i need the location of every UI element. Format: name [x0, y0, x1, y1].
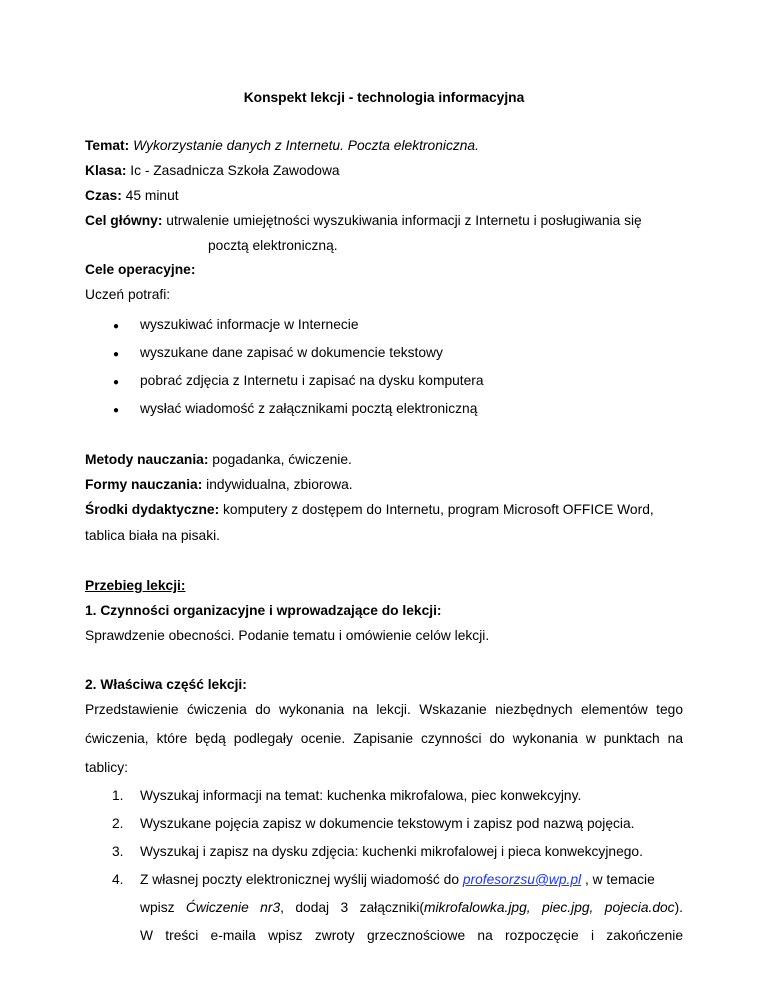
step4-text: wpisz: [140, 900, 186, 915]
email-subject: Ćwiczenie nr3: [185, 900, 281, 915]
section1-text: Sprawdzenie obecności. Podanie tematu i omówienie celów lekcji.: [85, 628, 490, 643]
main-goal-text: utrwalenie umiejętności wyszukiwania informacji z Internetu i posługiwania się: [166, 213, 642, 228]
section1-heading: 1. Czynności organizacyjne i wprowadzające do lekcji:: [85, 603, 442, 618]
class-line: [85, 163, 340, 178]
step-number: 2.: [112, 816, 124, 831]
aids-label: Środki dydaktyczne:: [85, 502, 220, 517]
aids-value: komputery z dostępem do Internetu, program Microsoft OFFICE Word,: [223, 502, 654, 517]
step4-text: ).: [674, 900, 684, 915]
step-number: 3.: [112, 844, 124, 859]
topic-line: [85, 138, 479, 153]
methods-label: Metody nauczania:: [85, 452, 209, 467]
bullet-icon: ●: [113, 377, 120, 388]
step-number: 4.: [112, 872, 124, 887]
topic-label: Temat:: [85, 138, 130, 153]
operational-goals-heading: Cele operacyjne:: [85, 262, 196, 277]
step-number: 1.: [112, 788, 124, 803]
step-text: Wyszukane pojęcia zapisz w dokumencie tekstowym i zapisz pod nazwą pojęcia.: [140, 816, 635, 831]
main-goal-continuation: pocztą elektroniczną.: [208, 238, 338, 253]
operational-goals-intro: Uczeń potrafi:: [85, 287, 171, 302]
bullet-icon: ●: [113, 321, 120, 332]
class-label: Klasa:: [85, 163, 127, 178]
aids-continuation: tablica biała na pisaki.: [85, 528, 220, 543]
step4-line1: [140, 872, 655, 887]
section2-heading: 2. Właściwa część lekcji:: [85, 677, 247, 692]
time-label: Czas:: [85, 188, 122, 203]
goal-item: wysłać wiadomość z załącznikami pocztą elektroniczną: [140, 401, 478, 416]
section2-paragraph-line: ćwiczenia, które będą podlegały ocenie. Zapisanie czynności do wykonania w punktach na: [85, 731, 683, 746]
goal-item: wyszukane dane zapisać w dokumencie tekstowy: [140, 345, 443, 360]
bullet-icon: ●: [113, 349, 120, 360]
course-heading: Przebieg lekcji:: [85, 578, 186, 593]
document-title: Konspekt lekcji - technologia informacyjna: [243, 90, 525, 105]
step4-text: Z własnej poczty elektronicznej wyślij wiadomość do: [140, 872, 463, 887]
time-value: 45 minut: [125, 188, 179, 203]
goal-item: pobrać zdjęcia z Internetu i zapisać na dysku komputera: [140, 373, 484, 388]
bullet-icon: ●: [113, 405, 120, 416]
step4-text: , w temacie: [581, 872, 655, 887]
step4-text: , dodaj 3 załączniki(: [280, 900, 424, 915]
class-value: Ic - Zasadnicza Szkoła Zawodowa: [130, 163, 340, 178]
step4-line2: [140, 900, 683, 915]
step-text: Wyszukaj informacji na temat: kuchenka mikrofalowa, piec konwekcyjny.: [140, 788, 582, 803]
main-goal-line: [85, 213, 642, 228]
main-goal-label: Cel główny:: [85, 213, 163, 228]
email-link[interactable]: profesorzsu@wp.pl: [462, 872, 582, 887]
time-line: [85, 188, 179, 203]
step4-line3: W treści e-maila wpisz zwroty grzecznościowe na rozpoczęcie i zakończenie: [140, 928, 683, 943]
attachment-names: mikrofalowka.jpg, piec.jpg, pojecia.doc: [424, 900, 675, 915]
methods-value: pogadanka, ćwiczenie.: [212, 452, 352, 467]
forms-label: Formy nauczania:: [85, 477, 203, 492]
forms-line: [85, 477, 353, 492]
goal-item: wyszukiwać informacje w Internecie: [140, 317, 359, 332]
section2-paragraph-line: Przedstawienie ćwiczenia do wykonania na lekcji. Wskazanie niezbędnych elementów tego: [85, 702, 683, 717]
methods-line: [85, 452, 352, 467]
topic-value: Wykorzystanie danych z Internetu. Poczta elektroniczna.: [133, 138, 479, 153]
aids-line: [85, 502, 654, 517]
section2-paragraph-line: tablicy:: [85, 760, 128, 775]
step-text: Wyszukaj i zapisz na dysku zdjęcia: kuchenki mikrofalowej i pieca konwekcyjnego.: [140, 844, 643, 859]
forms-value: indywidualna, zbiorowa.: [206, 477, 353, 492]
